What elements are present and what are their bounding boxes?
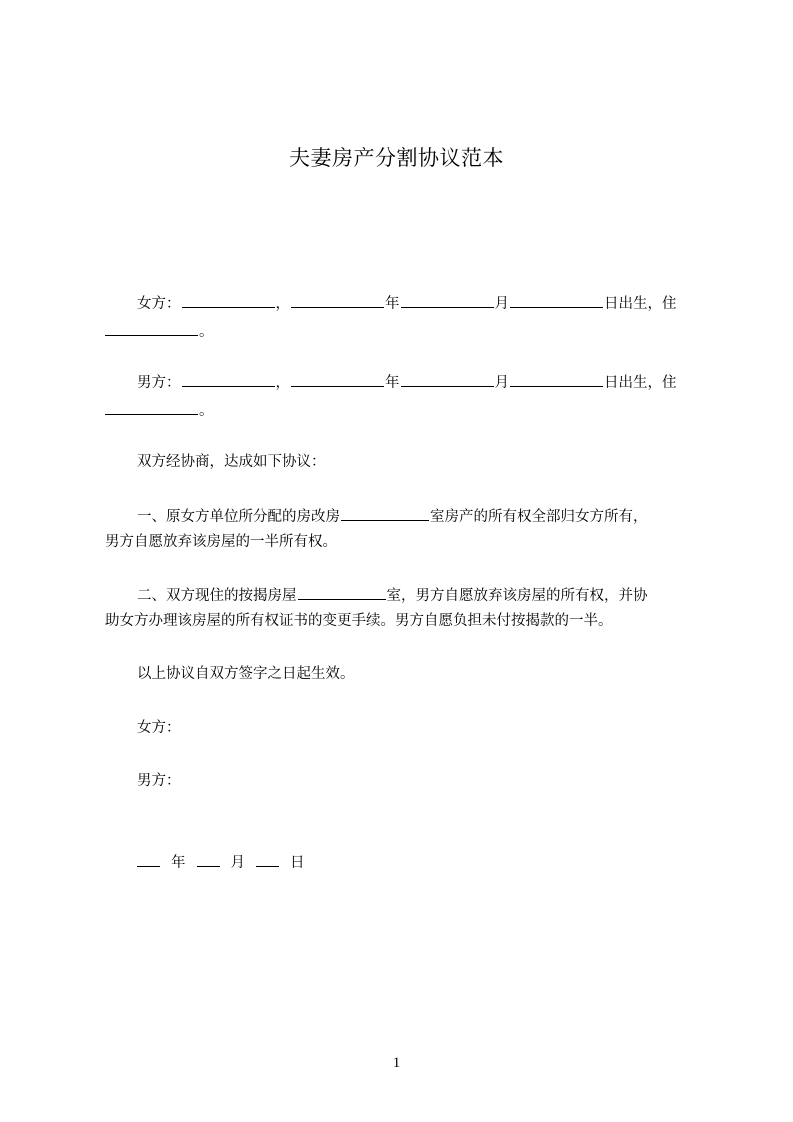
signature-female — [137, 718, 181, 738]
male-label: 男方： — [137, 375, 181, 391]
month-label: 月 — [494, 375, 509, 391]
period: 。 — [199, 324, 214, 340]
date-month-blank[interactable] — [197, 851, 220, 867]
female-name-blank[interactable] — [182, 292, 275, 308]
date-day-blank[interactable] — [256, 851, 279, 867]
comma: ， — [275, 375, 290, 391]
clause-1-line-1 — [137, 505, 648, 527]
year-label: 年 — [385, 296, 400, 312]
date-year-blank[interactable] — [137, 851, 160, 867]
date-year-label: 年 — [171, 855, 186, 871]
signature-male — [137, 771, 181, 791]
birth-residence-label: 日出生，住 — [604, 296, 677, 312]
birth-residence-label: 日出生，住 — [604, 375, 677, 391]
signature-male-label: 男方： — [137, 773, 181, 789]
clause-1-part-2: 室房产的所有权全部归女方所有， — [430, 509, 648, 525]
clause-1-part-1: 一、原女方单位所分配的房改房 — [137, 509, 340, 525]
year-label: 年 — [385, 375, 400, 391]
female-birth-month-blank[interactable] — [401, 292, 494, 308]
female-address-blank[interactable] — [105, 320, 198, 336]
clause-2-part-2: 室，男方自愿放弃该房屋的所有权，并协 — [386, 588, 648, 604]
clause-2-line-1 — [137, 584, 648, 606]
male-address-line — [105, 399, 214, 421]
male-birth-month-blank[interactable] — [401, 371, 494, 387]
signature-female-label: 女方： — [137, 720, 181, 736]
female-info-line — [137, 292, 677, 314]
clause-2-room-blank[interactable] — [298, 584, 386, 600]
comma: ， — [275, 296, 290, 312]
female-birth-day-blank[interactable] — [510, 292, 603, 308]
intro-text: 双方经协商，达成如下协议： — [137, 454, 326, 470]
sign-date-line — [137, 851, 305, 873]
date-day-label: 日 — [290, 855, 305, 871]
period: 。 — [199, 403, 214, 419]
date-month-label: 月 — [230, 855, 245, 871]
document-title: 夫妻房产分割协议范本 — [289, 146, 504, 170]
month-label: 月 — [494, 296, 509, 312]
female-label: 女方： — [137, 296, 181, 312]
male-birth-year-blank[interactable] — [291, 371, 384, 387]
clause-1-line-2: 男方自愿放弃该房屋的一半所有权。 — [105, 534, 337, 550]
clause-1-room-blank[interactable] — [341, 505, 429, 521]
page-number: 1 — [392, 1055, 401, 1071]
male-name-blank[interactable] — [182, 371, 275, 387]
male-address-blank[interactable] — [105, 399, 198, 415]
female-address-line — [105, 320, 214, 342]
clause-2-part-1: 二、双方现住的按揭房屋 — [137, 588, 297, 604]
male-info-line — [137, 371, 677, 393]
male-birth-day-blank[interactable] — [510, 371, 603, 387]
effective-text: 以上协议自双方签字之日起生效。 — [137, 666, 355, 682]
female-birth-year-blank[interactable] — [291, 292, 384, 308]
clause-2-line-2: 助女方办理该房屋的所有权证书的变更手续。男方自愿负担未付按揭款的一半。 — [105, 613, 613, 629]
